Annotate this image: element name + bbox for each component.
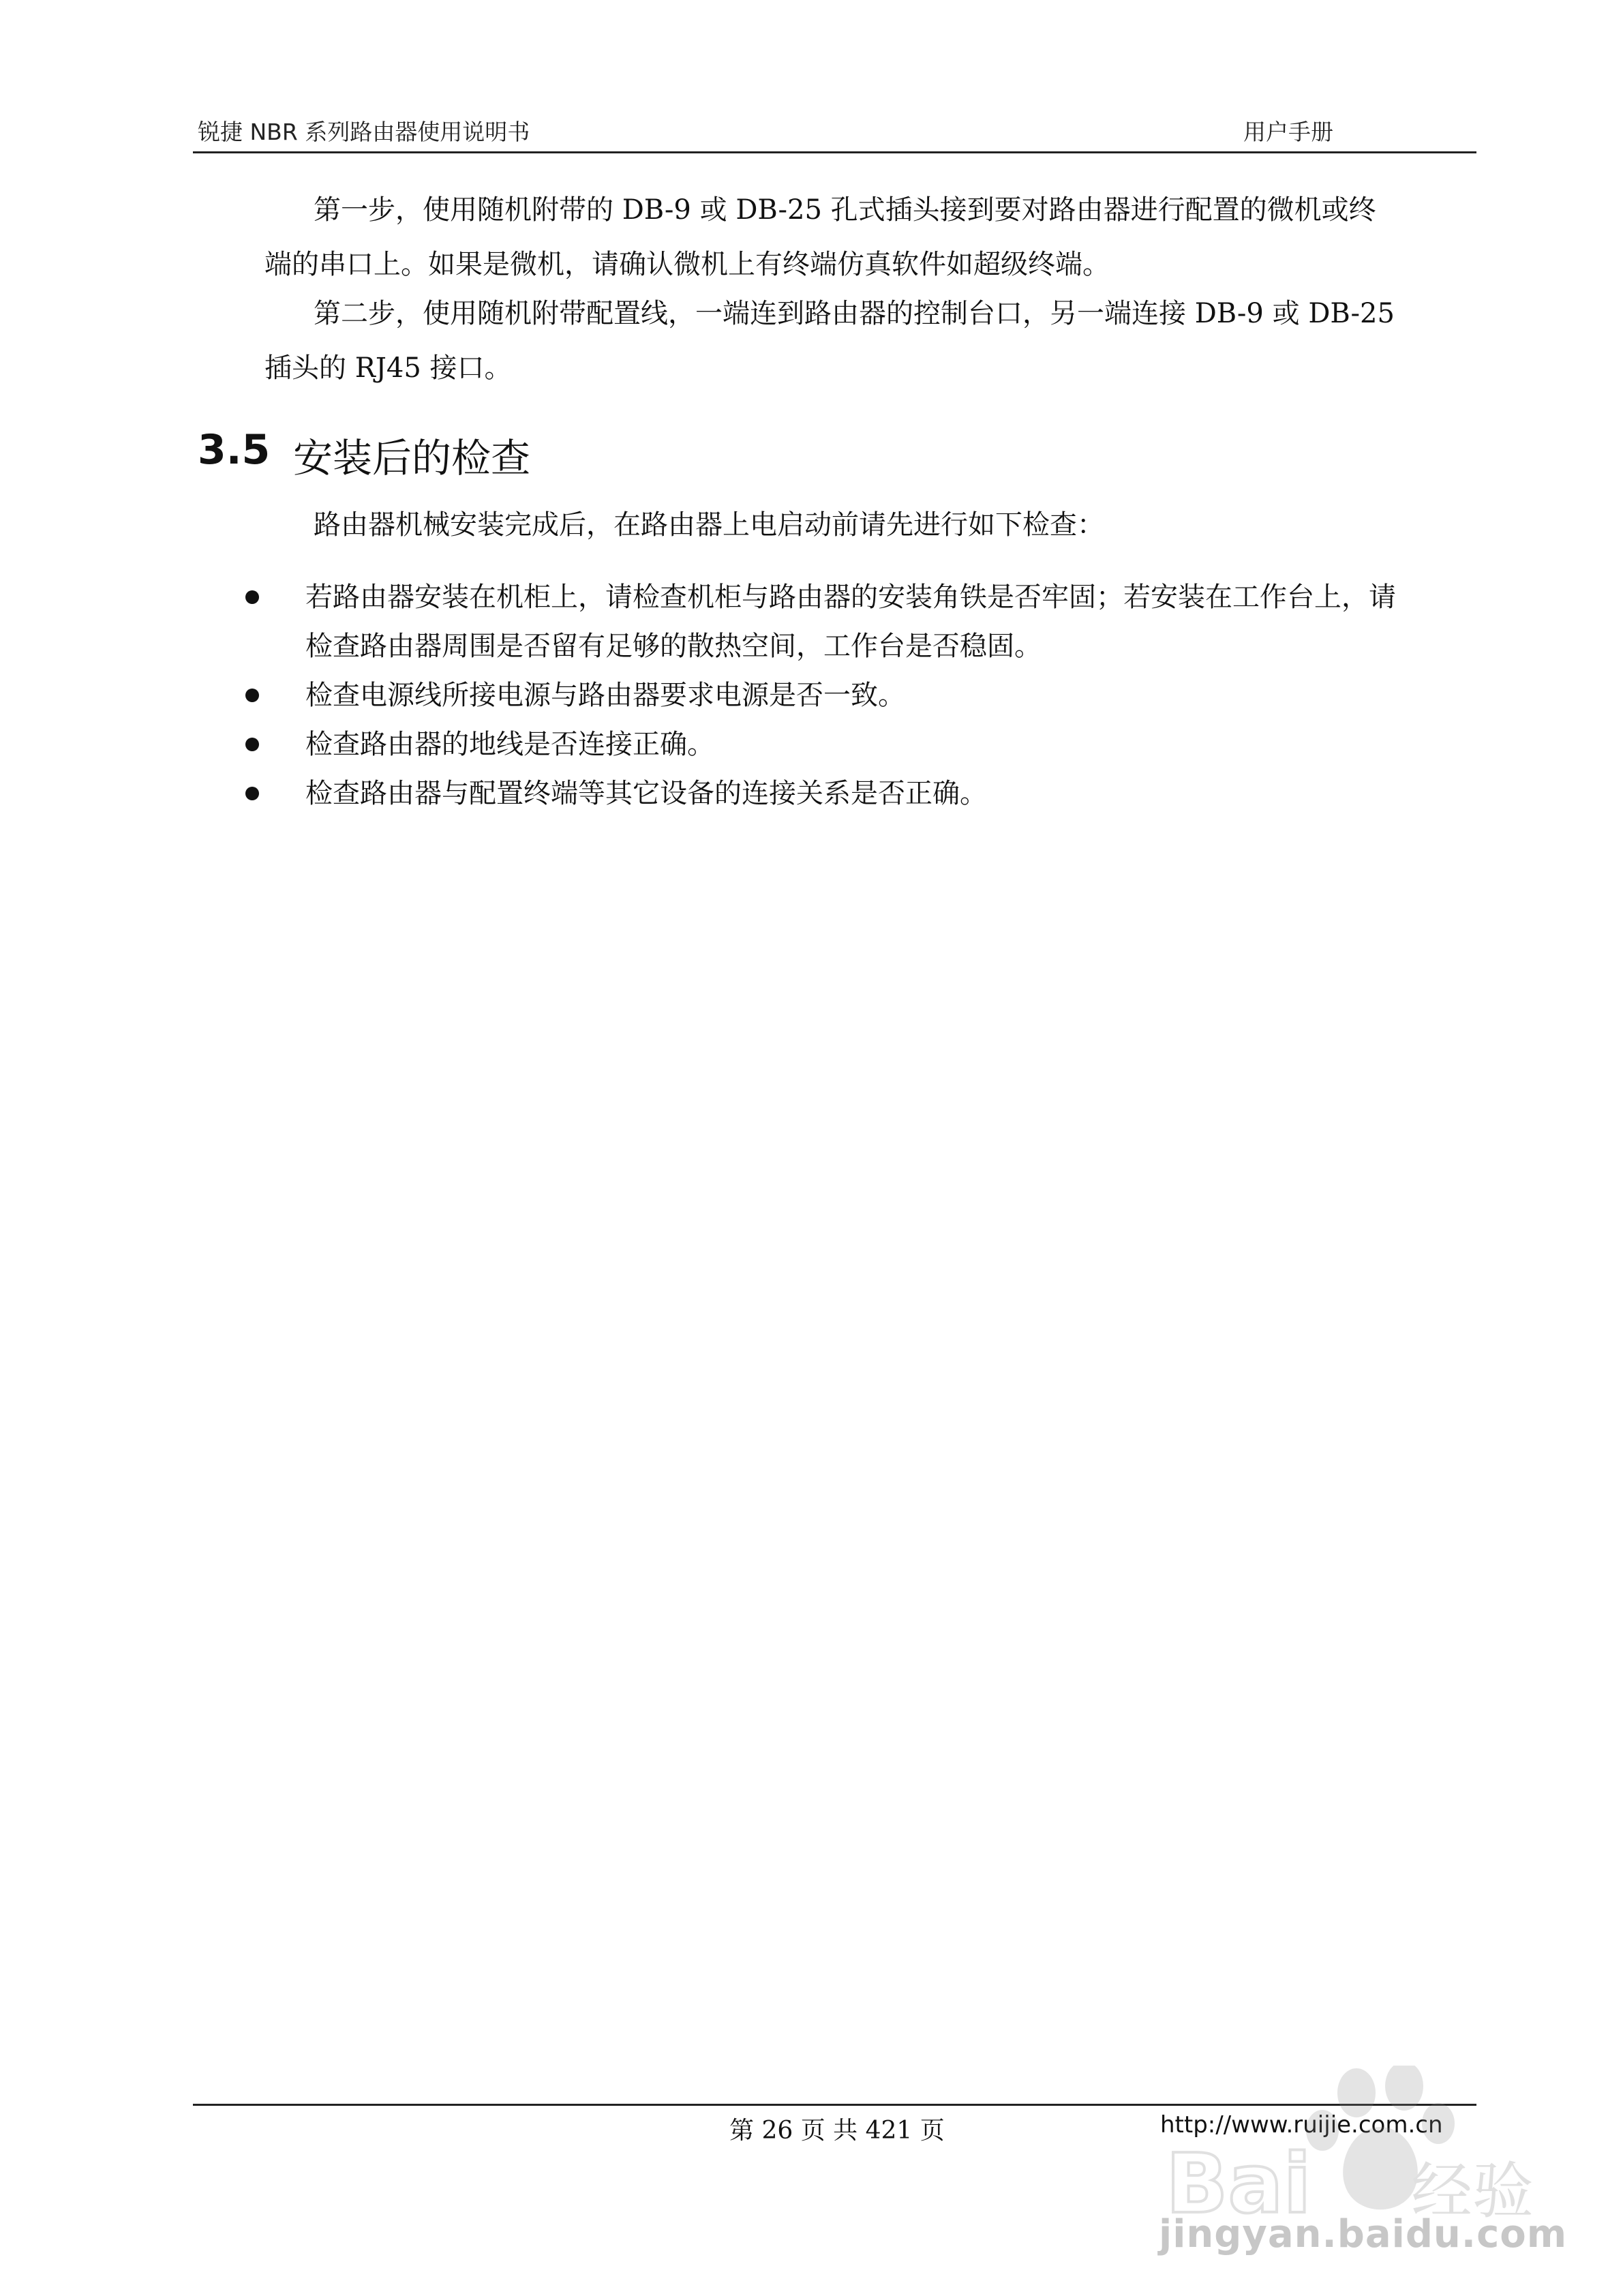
step-two-line2: 插头的 RJ45 接口。 <box>264 352 512 384</box>
section-number: 3.5 <box>198 426 271 474</box>
checklist-item-line1: 检查路由器的地线是否连接正确。 <box>305 729 714 760</box>
footer-divider <box>193 2104 1476 2106</box>
step-one-line2: 端的串口上。如果是微机，请确认微机上有终端仿真软件如超级终端。 <box>264 249 1110 280</box>
step-one-line1: 第一步，使用随机附带的 DB-9 或 DB-25 孔式插头接到要对路由器进行配置的微机或终 <box>314 194 1376 226</box>
footer-page-number: 第 26 页 共 421 页 <box>729 2117 945 2145</box>
bullet-dot-icon <box>245 689 259 702</box>
bullet-dot-icon <box>245 787 259 800</box>
svg-text:Bai: Bai <box>1166 2137 1311 2232</box>
checklist-item-line1: 检查电源线所接电源与路由器要求电源是否一致。 <box>305 680 905 711</box>
header-doc-type: 用户手册 <box>1243 119 1333 145</box>
checklist-item <box>245 573 1472 671</box>
checklist-item <box>245 671 1472 720</box>
step-two-line1: 第二步，使用随机附带配置线，一端连到路由器的控制台口，另一端连接 DB-9 或 DB-25 <box>314 298 1395 329</box>
checklist-item-line2: 检查路由器周围是否留有足够的散热空间，工作台是否稳固。 <box>305 631 1042 662</box>
step-one-paragraph <box>264 183 1472 292</box>
checklist-item-line1: 检查路由器与配置终端等其它设备的连接关系是否正确。 <box>305 778 987 809</box>
svg-text:经验: 经验 <box>1411 2156 1534 2227</box>
header-divider <box>193 151 1476 153</box>
checklist-item <box>245 769 1472 818</box>
bullet-dot-icon <box>245 590 259 604</box>
watermark-text: jingyan.baidu.com <box>1159 2212 1568 2256</box>
checklist-item <box>245 720 1472 769</box>
checklist-item-line1: 若路由器安装在机柜上，请检查机柜与路由器的安装角铁是否牢固；若安装在工作台上，请 <box>305 581 1396 613</box>
section-intro: 路由器机械安装完成后，在路由器上电启动前请先进行如下检查： <box>314 509 1104 541</box>
checklist <box>245 573 1472 818</box>
footer-url-link[interactable]: http://www.ruijie.com.cn <box>1160 2111 1443 2139</box>
header-doc-title: 锐捷 NBR 系列路由器使用说明书 <box>198 119 530 145</box>
bullet-dot-icon <box>245 738 259 751</box>
section-title: 安装后的检查 <box>293 435 531 481</box>
step-two-paragraph <box>264 286 1472 395</box>
